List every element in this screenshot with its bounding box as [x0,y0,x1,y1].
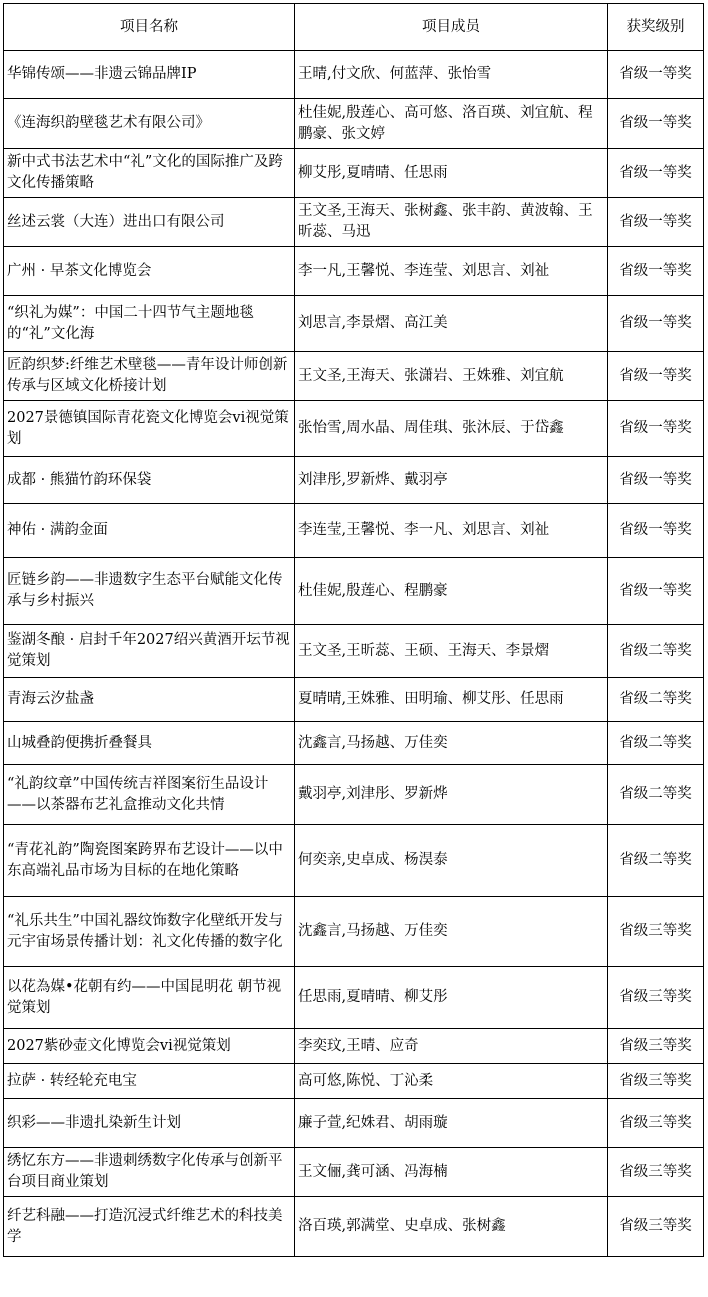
project-name-cell: 纤艺科融——打造沉浸式纤维艺术的科技美学 [4,1197,295,1257]
table-row [4,1029,704,1064]
table-row [4,504,704,558]
award-level-cell: 省级一等奖 [608,99,704,149]
project-name-cell: 华锦传颂——非遗云锦品牌IP [4,51,295,99]
award-level-cell: 省级三等奖 [608,1099,704,1148]
project-name-cell: 神佑 · 满韵金面 [4,504,295,558]
project-name-cell: 《连海织韵壁毯艺术有限公司》 [4,99,295,149]
award-level-cell: 省级三等奖 [608,1148,704,1197]
award-level-cell: 省级二等奖 [608,722,704,765]
table-row [4,625,704,678]
project-name-cell: 广州 · 早茶文化博览会 [4,247,295,296]
table-row [4,149,704,198]
table-row [4,99,704,149]
table-row [4,967,704,1029]
project-members-cell: 廉子萱,纪姝君、胡雨璇 [295,1099,608,1148]
award-level-cell: 省级一等奖 [608,247,704,296]
table-row [4,765,704,825]
table-row [4,296,704,352]
award-level-cell: 省级二等奖 [608,825,704,897]
table-row [4,897,704,967]
project-members-cell: 李一凡,王馨悦、李连莹、刘思言、刘祉 [295,247,608,296]
project-members-cell: 夏晴晴,王姝雅、田明瑜、柳艾彤、任思雨 [295,678,608,722]
table-row [4,678,704,722]
award-level-cell: 省级三等奖 [608,1197,704,1257]
project-members-cell: 王文俪,龚可涵、冯海楠 [295,1148,608,1197]
project-name-cell: “礼乐共生”中国礼器纹饰数字化壁纸开发与元宇宙场景传播计划：礼文化传播的数字化 [4,897,295,967]
award-level-cell: 省级一等奖 [608,51,704,99]
header-row [4,4,704,51]
project-members-cell: 沈鑫言,马扬越、万佳奕 [295,897,608,967]
awards-table [3,3,704,1257]
table-row [4,51,704,99]
table-row [4,247,704,296]
project-members-cell: 王文圣,王海天、张潇岩、王姝雅、刘宜航 [295,352,608,401]
header-award-level: 获奖级别 [608,4,704,51]
table-row [4,198,704,247]
project-name-cell: 2027紫砂壶文化博览会vi视觉策划 [4,1029,295,1064]
project-name-cell: “青花礼韵”陶瓷图案跨界布艺设计——以中东高端礼品市场为目标的在地化策略 [4,825,295,897]
project-name-cell: 织彩——非遗扎染新生计划 [4,1099,295,1148]
project-members-cell: 李连莹,王馨悦、李一凡、刘思言、刘祉 [295,504,608,558]
project-name-cell: 匠韵织梦:纤维艺术壁毯——青年设计师创新传承与区域文化桥接计划 [4,352,295,401]
project-members-cell: 李奕玟,王晴、应奇 [295,1029,608,1064]
project-name-cell: 青海云汐盐盏 [4,678,295,722]
award-level-cell: 省级二等奖 [608,765,704,825]
project-name-cell: 绣忆东方——非遗刺绣数字化传承与创新平台项目商业策划 [4,1148,295,1197]
project-members-cell: 王文圣,王昕蕊、王硕、王海天、李景熠 [295,625,608,678]
table-row [4,722,704,765]
project-name-cell: 山城叠韵便携折叠餐具 [4,722,295,765]
project-members-cell: 高可悠,陈悦、丁沁柔 [295,1064,608,1099]
table-row [4,1099,704,1148]
table-row [4,825,704,897]
project-members-cell: 刘津彤,罗新烨、戴羽亭 [295,457,608,504]
award-level-cell: 省级三等奖 [608,1029,704,1064]
project-members-cell: 王文圣,王海天、张树鑫、张丰韵、黄波翰、王昕蕊、马迅 [295,198,608,247]
award-level-cell: 省级一等奖 [608,296,704,352]
award-level-cell: 省级三等奖 [608,967,704,1029]
award-level-cell: 省级一等奖 [608,198,704,247]
project-members-cell: 王晴,付文欣、何蓝萍、张怡雪 [295,51,608,99]
project-members-cell: 洛百瑛,郭满堂、史卓成、张树鑫 [295,1197,608,1257]
project-members-cell: 杜佳妮,殷莲心、高可悠、洛百瑛、刘宜航、程鹏豪、张文婷 [295,99,608,149]
table-row [4,401,704,457]
award-level-cell: 省级一等奖 [608,401,704,457]
project-members-cell: 杜佳妮,殷莲心、程鹏豪 [295,558,608,625]
project-name-cell: 鉴湖冬酿 · 启封千年2027绍兴黄酒开坛节视觉策划 [4,625,295,678]
table-row [4,1148,704,1197]
project-members-cell: 柳艾彤,夏晴晴、任思雨 [295,149,608,198]
award-level-cell: 省级一等奖 [608,457,704,504]
table-row [4,1064,704,1099]
project-name-cell: “织礼为媒”：中国二十四节气主题地毯的“礼”文化海 [4,296,295,352]
project-name-cell: 拉萨 · 转经轮充电宝 [4,1064,295,1099]
project-members-cell: 任思雨,夏晴晴、柳艾彤 [295,967,608,1029]
project-members-cell: 沈鑫言,马扬越、万佳奕 [295,722,608,765]
award-level-cell: 省级三等奖 [608,1064,704,1099]
project-name-cell: 2027景德镇国际青花瓷文化博览会vi视觉策划 [4,401,295,457]
project-members-cell: 张怡雪,周水晶、周佳琪、张沐辰、于岱鑫 [295,401,608,457]
project-members-cell: 戴羽亭,刘津彤、罗新烨 [295,765,608,825]
award-level-cell: 省级一等奖 [608,558,704,625]
project-name-cell: 丝述云裳（大连）进出口有限公司 [4,198,295,247]
project-name-cell: 以花為媒•花朝有约——中国昆明花 朝节视觉策划 [4,967,295,1029]
project-members-cell: 刘思言,李景熠、高江美 [295,296,608,352]
table-row [4,352,704,401]
project-name-cell: 匠链乡韵——非遗数字生态平台赋能文化传承与乡村振兴 [4,558,295,625]
project-name-cell: “礼韵纹章”中国传统吉祥图案衍生品设计——以茶器布艺礼盒推动文化共情 [4,765,295,825]
table-row [4,1197,704,1257]
project-name-cell: 成都 · 熊猫竹韵环保袋 [4,457,295,504]
award-level-cell: 省级三等奖 [608,897,704,967]
project-members-cell: 何奕亲,史卓成、杨淏泰 [295,825,608,897]
award-level-cell: 省级一等奖 [608,504,704,558]
project-name-cell: 新中式书法艺术中“礼”文化的国际推广及跨文化传播策略 [4,149,295,198]
table-row [4,558,704,625]
award-level-cell: 省级二等奖 [608,625,704,678]
award-level-cell: 省级二等奖 [608,678,704,722]
header-project-members: 项目成员 [295,4,608,51]
award-level-cell: 省级一等奖 [608,352,704,401]
header-project-name: 项目名称 [4,4,295,51]
table-row [4,457,704,504]
award-level-cell: 省级一等奖 [608,149,704,198]
